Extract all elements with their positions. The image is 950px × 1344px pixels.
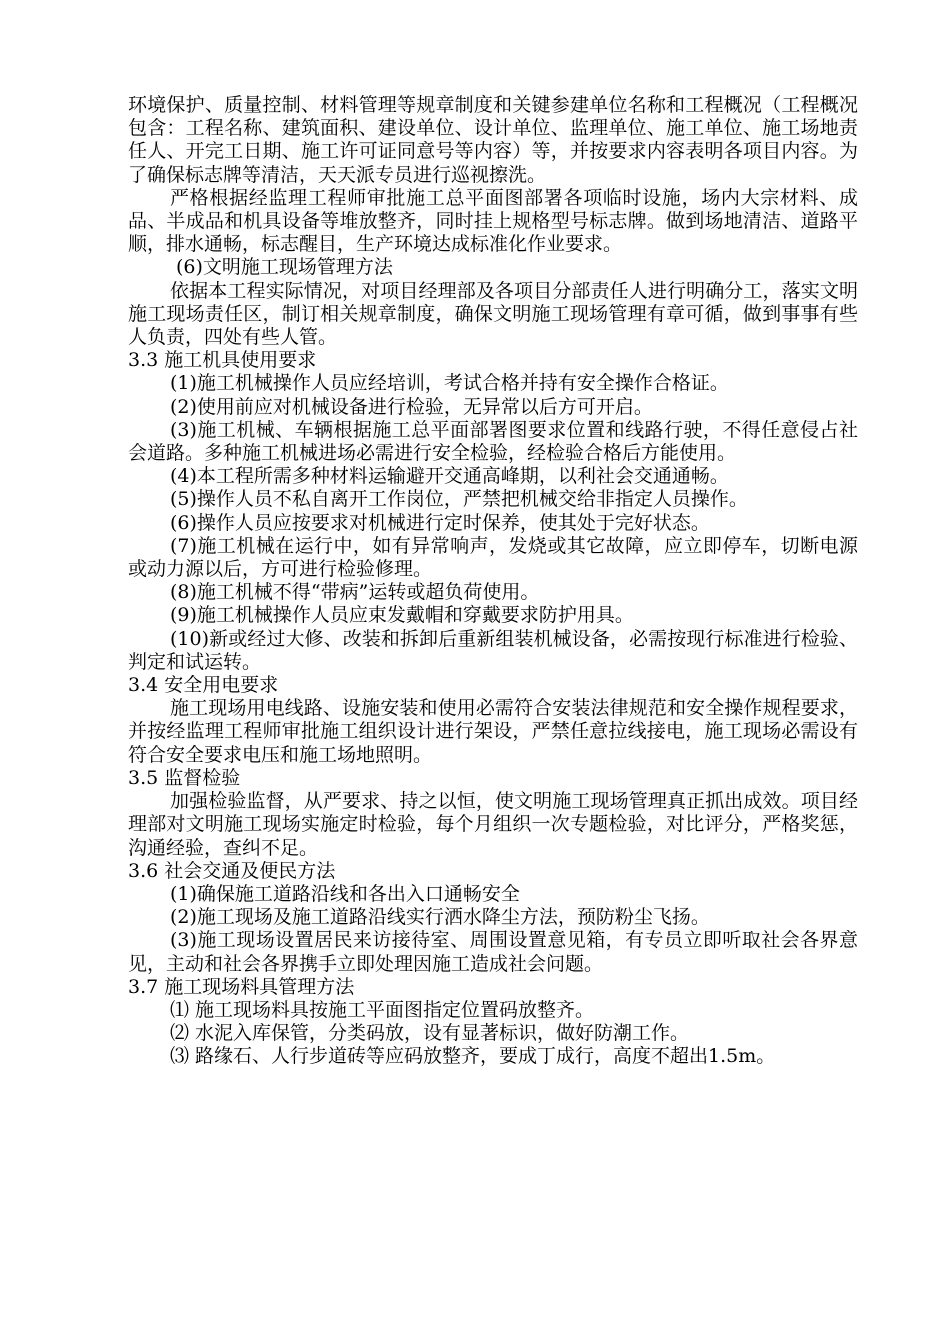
list-item-machinery-5: (5)操作人员不私自离开工作岗位，严禁把机械交给非指定人员操作。 bbox=[170, 488, 748, 511]
list-item-machinery-7: (7)施工机械在运行中，如有异常响声，发烧或其它故障，应立即停车，切断电源或动力源以后，方可进行检验修理。 bbox=[128, 534, 858, 581]
list-item-traffic-3: (3)施工现场设置居民来访接待室、周围设置意见箱，有专员立即听取社会各界意见，主动和社会各界携手立即处理因施工造成社会问题。 bbox=[128, 929, 858, 975]
paragraph-signage-content: 环境保护、质量控制、材料管理等规章制度和关键参建单位名称和工程概况（工程概况包含：工程名称、建筑面积、建设单位、设计单位、监理单位、施工单位、施工场地责任人、开完工日期、施工许可证同意号等内容）等，并按要求内容表明各项目内容。为了确保标志牌等清洁，天天派专员进行巡视擦洗。 bbox=[128, 94, 858, 186]
list-item-traffic-2: (2)施工现场及施工道路沿线实行洒水降尘方法，预防粉尘飞扬。 bbox=[170, 906, 710, 929]
document-page bbox=[128, 94, 858, 1069]
list-item-machinery-9: (9)施工机械操作人员应束发戴帽和穿戴要求防护用具。 bbox=[170, 604, 634, 627]
list-item-materials-2: ⑵ 水泥入库保管，分类码放，设有显著标识，做好防潮工作。 bbox=[170, 1022, 690, 1045]
section-heading-3-7: 3.7 施工现场料具管理方法 bbox=[128, 975, 355, 998]
list-item-machinery-10: (10)新或经过大修、改装和拆卸后重新组装机械设备，必需按现行标准进行检验、判定和试运转。 bbox=[128, 627, 858, 673]
section-heading-3-3: 3.3 施工机具使用要求 bbox=[128, 349, 317, 372]
list-item-machinery-6: (6)操作人员应按要求对机械进行定时保养，使其处于完好状态。 bbox=[170, 511, 710, 534]
list-item-materials-1: ⑴ 施工现场料具按施工平面图指定位置码放整齐。 bbox=[170, 998, 595, 1021]
list-item-machinery-8: (8)施工机械不得“带病”运转或超负荷使用。 bbox=[170, 581, 540, 604]
list-item-machinery-1: (1)施工机械操作人员应经培训，考试合格并持有安全操作合格证。 bbox=[170, 372, 729, 395]
subheading-civilized-site-management: (6)文明施工现场管理方法 bbox=[176, 256, 393, 279]
list-item-traffic-1: (1)确保施工道路沿线和各出入口通畅安全 bbox=[170, 882, 520, 905]
section-heading-3-4: 3.4 安全用电要求 bbox=[128, 674, 279, 697]
paragraph-site-layout: 严格根据经监理工程师审批施工总平面图部署各项临时设施，场内大宗材料、成品、半成品和机具设备等堆放整齐，同时挂上规格型号标志牌。做到场地清洁、道路平顺，排水通畅，标志醒目，生产环境达成标准化作业要求。 bbox=[128, 186, 858, 256]
list-item-machinery-2: (2)使用前应对机械设备进行检验，无异常以后方可开启。 bbox=[170, 395, 653, 418]
section-heading-3-6: 3.6 社会交通及便民方法 bbox=[128, 859, 336, 882]
list-item-machinery-3: (3)施工机械、车辆根据施工总平面部署图要求位置和线路行驶，不得任意侵占社会道路。多种施工机械进场必需进行安全检验，经检验合格后方能使用。 bbox=[128, 418, 858, 465]
paragraph-inspection: 加强检验监督，从严要求、持之以恒，使文明施工现场管理真正抓出成效。项目经理部对文明施工现场实施定时检验，每个月组织一次专题检验，对比评分，严格奖惩，沟通经验，查纠不足。 bbox=[128, 790, 858, 859]
section-heading-3-5: 3.5 监督检验 bbox=[128, 766, 241, 789]
paragraph-responsibility-zones: 依据本工程实际情况，对项目经理部及各项目分部责任人进行明确分工，落实文明施工现场责任区，制订相关规章制度，确保文明施工现场管理有章可循，做到事事有些人负责，四处有些人管。 bbox=[128, 279, 858, 349]
paragraph-electrical-safety: 施工现场用电线路、设施安装和使用必需符合安装法律规范和安全操作规程要求，并按经监理工程师审批施工组织设计进行架设，严禁任意拉线接电，施工现场必需设有符合安全要求电压和施工场地照明。 bbox=[128, 697, 858, 766]
list-item-machinery-4: (4)本工程所需多种材料运输避开交通高峰期，以利社会交通通畅。 bbox=[170, 465, 729, 488]
list-item-materials-3: ⑶ 路缘石、人行步道砖等应码放整齐，要成丁成行，高度不超出1.5m。 bbox=[170, 1045, 776, 1068]
